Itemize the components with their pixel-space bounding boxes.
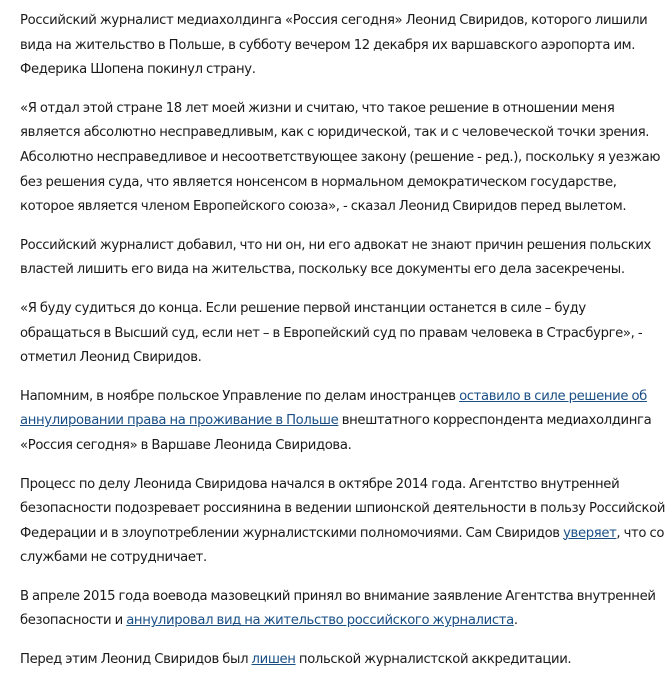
paragraph-process <box>20 473 668 571</box>
paragraph-lawyer: Российский журналист добавил, что ни он, ни его адвокат не знают причин решения польских властей лишить его вида на жительства, поскольку все документы его дела засекречены. <box>20 237 652 278</box>
link-assures[interactable]: уверяет <box>563 525 617 541</box>
paragraph-text: Перед этим Леонид Свиридов был <box>20 652 252 668</box>
paragraph-accreditation <box>20 648 668 673</box>
paragraph-text: польской журналистской аккредитации. <box>295 652 572 668</box>
paragraph-april-2015 <box>20 585 668 634</box>
paragraph-text: В апреле 2015 года воевода мазовецкий принял во внимание заявление Агентства внутренней безопасности и <box>20 588 656 629</box>
paragraph-text: . <box>513 613 518 629</box>
paragraph-text: , что со службами не сотрудничает. <box>20 525 665 566</box>
paragraph-text: внештатного корреспондента медиахолдинга «Россия сегодня» в Варшаве Леонида Свиридова. <box>20 413 652 453</box>
paragraph-quote-statement: «Я отдал этой стране 18 лет моей жизни и считаю, что такое решение в отношении меня является абсолютно несправедливым, как с юридической, так и с человеческой точки зрения. Абсолютно несправедливое и несоответствующее закону (решение - ред.), поскольку я уезжаю без решения суда, что является нонсенсом в нормальном демократическом государстве, которое является членом Европейского союза», - сказал Леонид Свиридов перед вылетом. <box>20 100 661 215</box>
article-body <box>20 0 668 687</box>
paragraph-reminder <box>20 385 668 459</box>
paragraph-text: Напомним, в ноябре польское Управление по делам иностранцев <box>20 388 460 404</box>
link-deprived[interactable]: лишен <box>251 652 296 668</box>
paragraph-text: Процесс по делу Леонида Свиридова начался в октябре 2014 года. Агентство внутренней безопасности подозревает россиянина в ведении шпионской деятельности в пользу Российской Федерации и в злоупотреблении журналистскими полномочиями. Сам Свиридов <box>20 476 666 541</box>
link-residence-annulment-upheld[interactable]: оставило в силе решение об аннулировании права на проживание в Польше <box>20 388 647 429</box>
paragraph-quote-court: «Я буду судиться до конца. Если решение первой инстанции останется в силе – буду обращаться в Высший суд, если нет – в Европейский суд по правам человека в Страсбурге», - отметил Леонид Свиридов. <box>20 300 643 366</box>
paragraph-departure: Российский журналист медиахолдинга «Россия сегодня» Леонид Свиридов, которого лишили вида на жительство в Польше, в субботу вечером 12 декабря их варшавского аэропорта им. Федерика Шопена покинул страну. <box>20 13 648 78</box>
link-residence-annulled[interactable]: аннулировал вид на жительство российского журналиста <box>126 613 514 629</box>
